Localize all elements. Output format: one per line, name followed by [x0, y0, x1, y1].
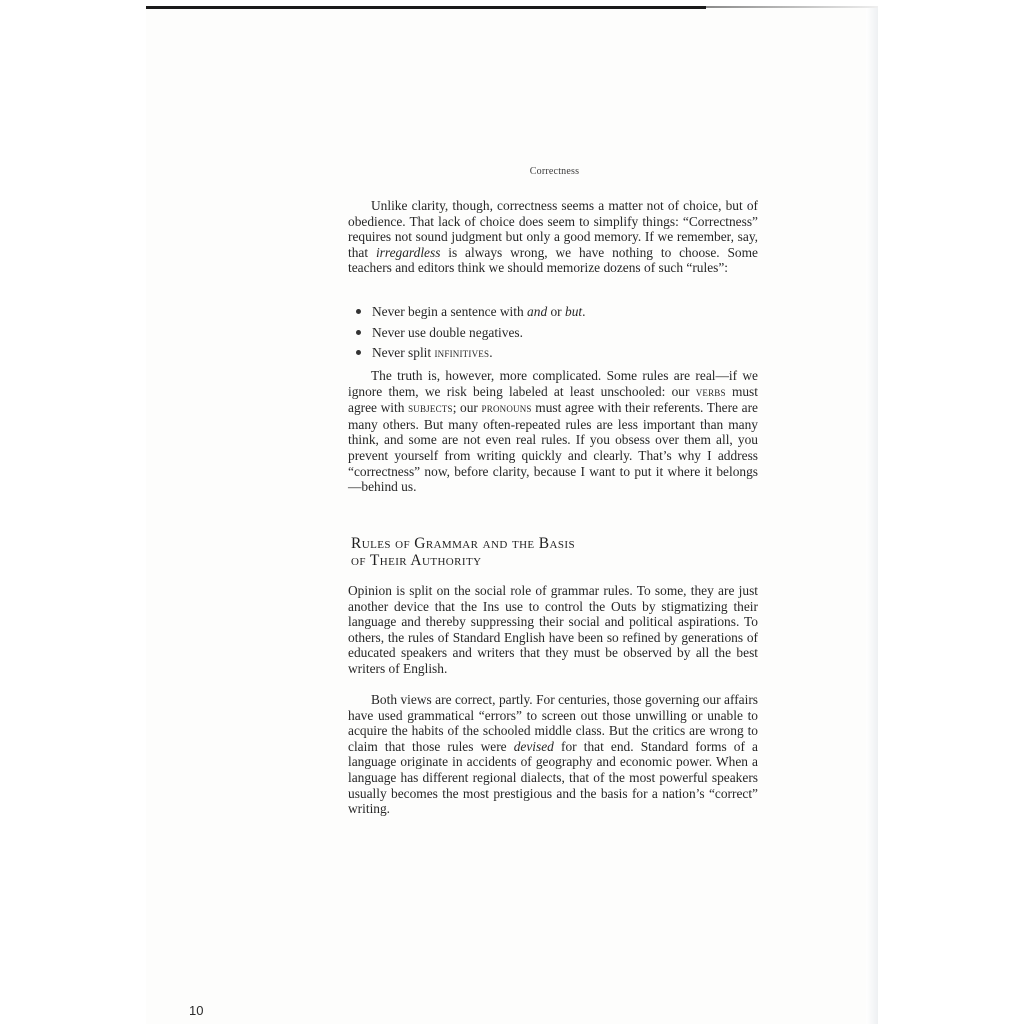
paragraph-2-sc-pronouns: pronouns: [481, 401, 532, 416]
bullet-2-text: Never use double negatives.: [372, 324, 523, 340]
paragraph-2-text-d: must agree with their referents. There are many others. But many often-repeated rules are less important than many think, and some are not even real rules. If you obsess over them all, you prevent yourself from writing quickly and clearly. That’s why I address “correctness” now, before clarity, because I want to put it where it belongs—behind us.: [348, 400, 758, 495]
bullet-1-italic-b: but: [565, 304, 583, 319]
paragraph-1: [348, 198, 758, 276]
rules-bullet-list: [356, 302, 756, 364]
paragraph-4-text-b: for that end. Standard forms of a language originate in accidents of geography and economic power. When a language has different regional dialects, that of the most powerful speakers usually becomes the most prestigious and the basis for a nation’s “correct” writing.: [348, 738, 758, 817]
bullet-dot-icon: [356, 330, 361, 335]
bullet-3-text-b: .: [489, 345, 493, 360]
bullet-1-italic-a: and: [527, 304, 548, 319]
paragraph-2: [348, 368, 758, 495]
paragraph-3: Opinion is split on the social role of grammar rules. To some, they are just another device that the Ins use to control the Outs by stigmatizing their language and thereby suppressing their social and political aspirations. To others, the rules of Standard English have been so refined by generations of educated speakers and writers that they must be observed by all the best writers of English.: [348, 583, 758, 676]
bullet-1-text-a: Never begin a sentence with: [372, 304, 528, 319]
paragraph-4: [348, 692, 758, 817]
section-heading-line-2: of Their Authority: [351, 551, 482, 569]
paragraph-1-text-a: Unlike clarity, though, correctness seems a matter not of choice, but of obedience. That lack of choice does seem to simplify things: “Correctness” requires not sound judgment but only a good memory. If we remember, say, that: [348, 198, 758, 260]
paragraph-2-sc-subjects: subjects: [408, 401, 453, 416]
section-heading: [351, 536, 751, 569]
bullet-item-3: [356, 343, 756, 364]
bullet-1-text-b: or: [547, 304, 565, 319]
paragraph-4-text-a: Both views are correct, partly. For centuries, those governing our affairs have used grammatical “errors” to screen out those unwilling or unable to acquire the habits of the schooled middle class. But the critics are wrong to claim that those rules were: [348, 692, 758, 754]
paragraph-2-sc-verbs: verbs: [695, 384, 726, 399]
paragraph-2-text-b: must agree with: [348, 383, 758, 416]
page-number: 10: [189, 1003, 204, 1018]
bullet-item-2: [356, 323, 756, 344]
bullet-dot-icon: [356, 350, 361, 355]
paragraph-2-text-c: ; our: [452, 400, 482, 416]
bullet-dot-icon: [356, 309, 361, 314]
page-right-shadow: [866, 8, 878, 1024]
bullet-3-smallcaps: infinitives: [434, 346, 490, 360]
paragraph-4-italic: devised: [513, 738, 554, 754]
paragraph-1-italic: irregardless: [375, 244, 441, 260]
bullet-item-1: [356, 302, 756, 323]
bullet-3-text-a: Never split: [372, 345, 435, 360]
page-sheet: [146, 6, 878, 1024]
paragraph-1-text-b: is always wrong, we have nothing to choose. Some teachers and editors think we should memorize dozens of such “rules”:: [348, 244, 758, 276]
top-edge-rule-fade: [706, 6, 878, 8]
bullet-1-text-c: .: [582, 304, 586, 319]
running-head: Correctness: [529, 166, 580, 177]
paragraph-2-text-a: The truth is, however, more complicated. Some rules are real—if we ignore them, we risk being labeled at least unschooled: our: [348, 368, 758, 399]
top-edge-rule: [146, 6, 706, 9]
section-heading-line-1: Rules of Grammar and the Basis: [351, 535, 575, 552]
